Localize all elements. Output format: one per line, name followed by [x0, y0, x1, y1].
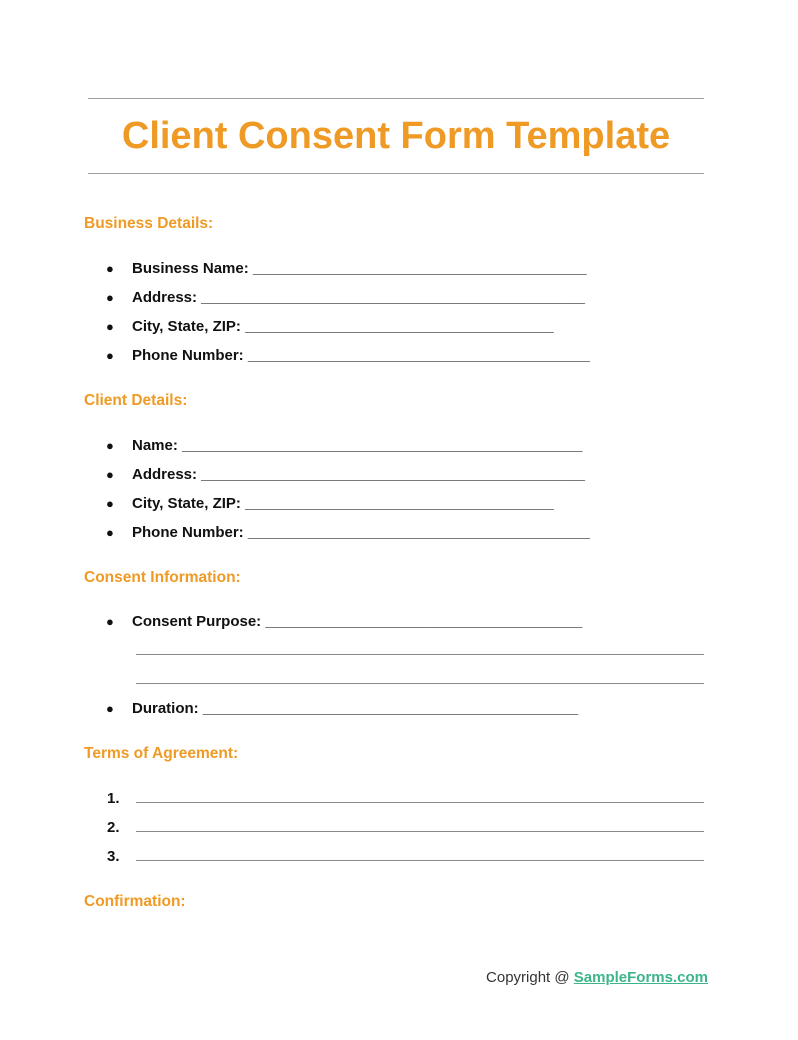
term-line-2[interactable]	[136, 831, 704, 832]
term-line-1[interactable]	[136, 802, 704, 803]
title-divider	[88, 173, 704, 174]
client-address-field[interactable]	[106, 465, 585, 485]
consent-purpose-line-1[interactable]	[136, 654, 704, 655]
business-address-field[interactable]	[106, 288, 585, 308]
bullet-icon: ●	[106, 467, 114, 482]
bullet-icon: ●	[106, 614, 114, 629]
field-label: Business Name: ________________________________________	[132, 260, 587, 277]
business-name-field[interactable]	[106, 259, 587, 279]
field-label: Consent Purpose: ______________________________________	[132, 613, 583, 630]
bullet-icon: ●	[106, 525, 114, 540]
bullet-icon: ●	[106, 348, 114, 363]
page-title: Client Consent Form Template	[121, 115, 671, 157]
field-label: Address: ______________________________________________	[132, 289, 585, 306]
field-label: Phone Number: _________________________________________	[132, 524, 590, 541]
term-number: 1.	[107, 790, 120, 807]
consent-information-heading: Consent Information:	[84, 569, 241, 586]
field-label: City, State, ZIP: _____________________________________	[132, 495, 554, 512]
bullet-icon: ●	[106, 261, 114, 276]
client-details-heading: Client Details:	[84, 392, 188, 409]
field-label: Name: ________________________________________________	[132, 437, 583, 454]
consent-purpose-field[interactable]	[106, 612, 582, 632]
field-label: City, State, ZIP: _____________________________________	[132, 318, 554, 335]
business-details-heading: Business Details:	[84, 215, 214, 232]
client-city-state-zip-field[interactable]	[106, 494, 554, 514]
confirmation-heading: Confirmation:	[84, 893, 186, 910]
bullet-icon: ●	[106, 319, 114, 334]
brand-link[interactable]: SampleForms.com	[573, 969, 708, 986]
term-number: 2.	[107, 819, 120, 836]
copyright-prefix: Copyright @	[486, 969, 574, 986]
bullet-icon: ●	[106, 701, 114, 716]
term-number: 3.	[107, 848, 120, 865]
business-city-state-zip-field[interactable]	[106, 317, 554, 337]
term-line-3[interactable]	[136, 860, 704, 861]
client-phone-field[interactable]	[106, 523, 590, 543]
field-label: Duration: _____________________________________________	[132, 700, 579, 717]
business-phone-field[interactable]	[106, 346, 590, 366]
field-label: Phone Number: _________________________________________	[132, 347, 590, 364]
client-name-field[interactable]	[106, 436, 582, 456]
bullet-icon: ●	[106, 496, 114, 511]
field-label: Address: ______________________________________________	[132, 466, 585, 483]
bullet-icon: ●	[106, 438, 114, 453]
duration-field[interactable]	[106, 699, 578, 719]
consent-purpose-line-2[interactable]	[136, 683, 704, 684]
terms-of-agreement-heading: Terms of Agreement:	[84, 745, 239, 762]
top-divider	[88, 98, 704, 99]
bullet-icon: ●	[106, 290, 114, 305]
copyright-notice	[486, 968, 708, 988]
